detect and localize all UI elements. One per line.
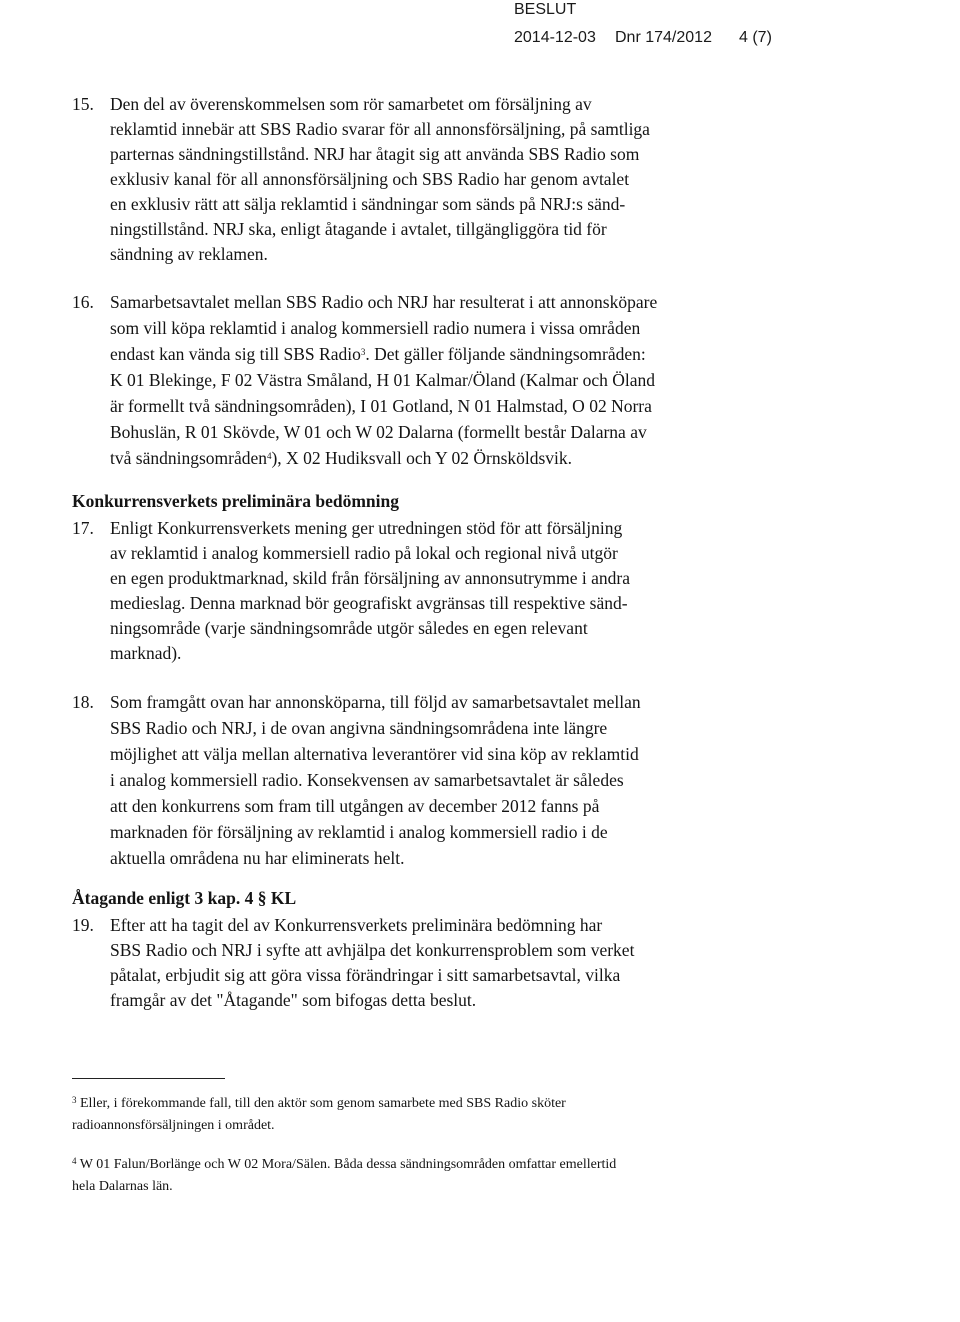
text-line: möjlighet att välja mellan alternativa leverantörer vid sina köp av reklamtid: [110, 744, 639, 764]
paragraph-number: 15.: [72, 94, 94, 114]
section-heading: Konkurrensverkets preliminära bedömning: [72, 491, 400, 511]
text-line: marknad).: [110, 643, 182, 663]
text-line: SBS Radio och NRJ, i de ovan angivna sändningsområdena inte längre: [110, 718, 608, 738]
paragraph-number: 16.: [72, 292, 94, 312]
text-line: av reklamtid i analog kommersiell radio på lokal och regional nivå utgör: [110, 543, 618, 563]
text-line: ningsområde (varje sändningsområde utgör således en egen relevant: [110, 618, 588, 638]
footnote-3: $^3$ Eller, i förekommande fall, till den aktör som genom samarbete med SBS Radio sköter: [72, 1095, 566, 1111]
text-line: påtalat, erbjudit sig att göra vissa förändringar i sitt samarbetsavtal, vilka: [110, 965, 621, 985]
paragraph-number: 19.: [72, 915, 94, 935]
footnote-ref-4[interactable]: 4: [266, 451, 272, 461]
text-line: en exklusiv rätt att sälja reklamtid i sändningar som sänds på NRJ:s sänd-: [110, 194, 626, 214]
text-line: Som framgått ovan har annonsköparna, till följd av samarbetsavtalet mellan: [110, 692, 641, 712]
text-line: Samarbetsavtalet mellan SBS Radio och NRJ har resulterat i att annonsköpare: [110, 292, 658, 312]
text-line: K 01 Blekinge, F 02 Västra Småland, H 01 Kalmar/Öland (Kalmar och Öland: [110, 370, 655, 390]
text-line: marknaden för försäljning av reklamtid i analog kommersiell radio i de: [110, 822, 608, 842]
text-line: Den del av överenskommelsen som rör samarbetet om försäljning av: [110, 94, 592, 114]
text-line: SBS Radio och NRJ i syfte att avhjälpa det konkurrensproblem som verket: [110, 940, 635, 960]
text-line: som vill köpa reklamtid i analog kommersiell radio numera i vissa områden: [110, 318, 641, 338]
document-type: BESLUT: [514, 1, 577, 18]
page-number: 4 (7): [739, 29, 772, 46]
text-line: medieslag. Denna marknad bör geografiskt avgränsas till respektive sänd-: [110, 593, 628, 613]
footnote-ref-3[interactable]: 3: [360, 347, 366, 357]
text-line: aktuella områdena nu har eliminerats helt.: [110, 848, 405, 868]
text-line: endast kan vända sig till SBS Radio$^3$. Det gäller följande sändningsområden:: [110, 344, 646, 364]
paragraph-number: 18.: [72, 692, 94, 712]
footnote-4-continued: hela Dalarnas län.: [72, 1179, 173, 1194]
text-line: parternas sändningstillstånd. NRJ har åtagit sig att använda SBS Radio som: [110, 144, 640, 164]
text-line: en egen produktmarknad, skild från försäljning av annonsutrymme i andra: [110, 568, 630, 588]
text-line: Efter att ha tagit del av Konkurrensverkets preliminära bedömning har: [110, 915, 603, 935]
page-header: [0, 0, 960, 60]
text-line: Enligt Konkurrensverkets mening ger utredningen stöd för att försäljning: [110, 518, 623, 538]
section-heading: Åtagande enligt 3 kap. 4 § KL: [72, 888, 297, 908]
text-line: framgår av det "Åtagande" som bifogas detta beslut.: [110, 990, 477, 1010]
text-line: reklamtid innebär att SBS Radio svarar för all annonsförsäljning, på samtliga: [110, 119, 650, 139]
decision-date: 2014-12-03: [514, 29, 596, 46]
paragraph-number: 17.: [72, 518, 94, 538]
text-line: exklusiv kanal för all annonsförsäljning och SBS Radio har genom avtalet: [110, 169, 630, 189]
text-line: sändning av reklamen.: [110, 244, 268, 264]
footnote-separator: [72, 1078, 225, 1079]
text-line: Bohuslän, R 01 Skövde, W 01 och W 02 Dalarna (formellt består Dalarna av: [110, 422, 647, 442]
text-line: är formellt två sändningsområden), I 01 Gotland, N 01 Halmstad, O 02 Norra: [110, 396, 652, 416]
case-number: Dnr 174/2012: [615, 29, 712, 46]
text-line: i analog kommersiell radio. Konsekvensen av samarbetsavtalet är således: [110, 770, 624, 790]
text-line: ningstillstånd. NRJ ska, enligt åtagande i avtalet, tillgängliggöra tid för: [110, 219, 607, 239]
footnote-3-continued: radioannonsförsäljningen i området.: [72, 1118, 275, 1133]
text-line: två sändningsområden$^4$), X 02 Hudiksvall och Y 02 Örnsköldsvik.: [110, 448, 573, 468]
footnote-4: $^4$ W 01 Falun/Borlänge och W 02 Mora/Sälen. Båda dessa sändningsområden omfattar emellertid: [72, 1156, 617, 1172]
text-line: att den konkurrens som fram till utgången av december 2012 fanns på: [110, 796, 600, 816]
